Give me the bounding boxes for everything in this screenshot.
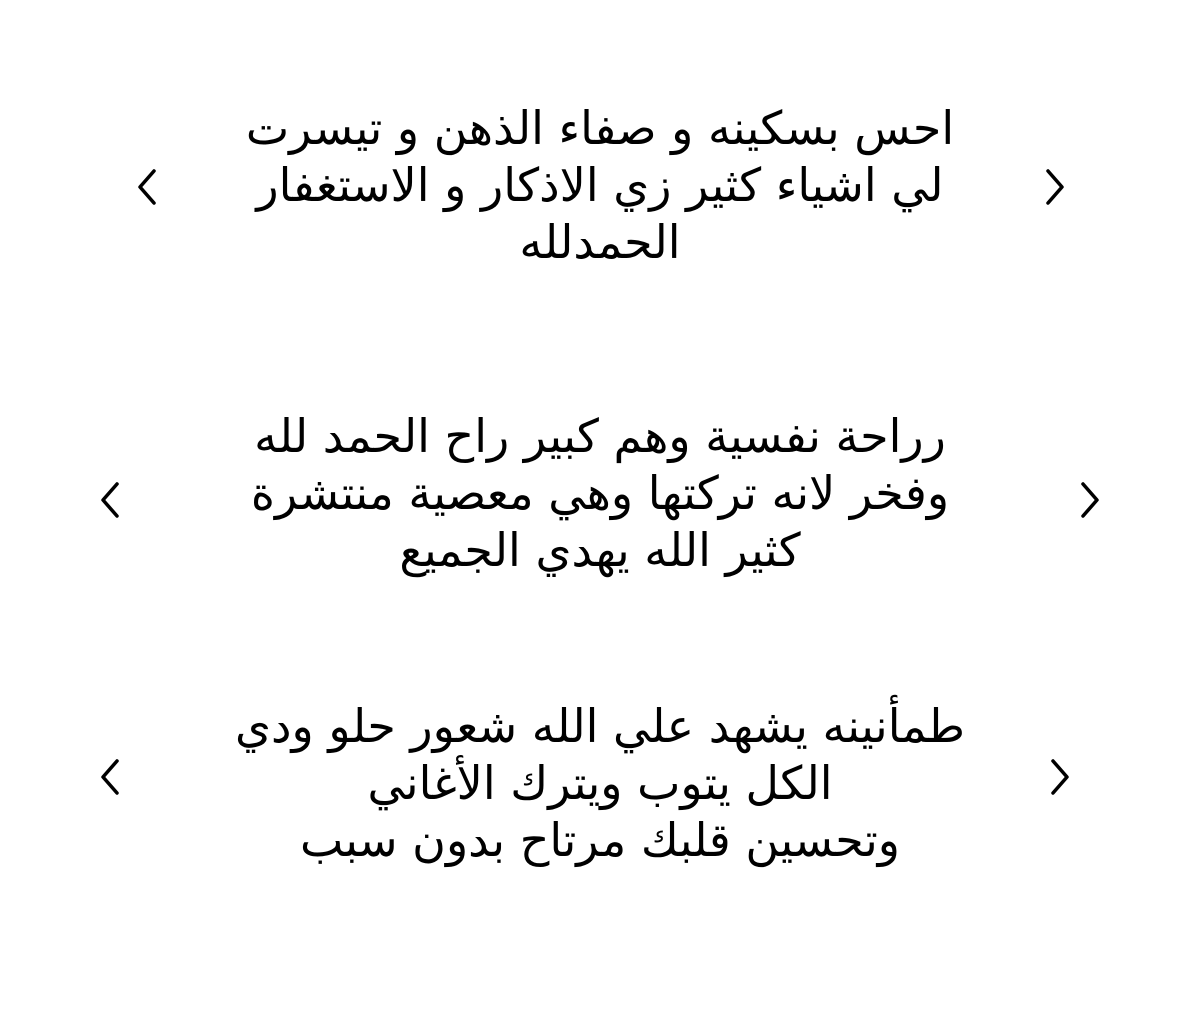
chevron-left-glyph bbox=[132, 165, 162, 209]
chevron-left-glyph bbox=[95, 478, 125, 522]
reason-line: الكل يتوب ويترك الأغاني bbox=[367, 756, 833, 810]
chevron-right-glyph bbox=[1040, 165, 1070, 209]
reason-line: لي اشياء كثير زي الاذكار و الاستغفار bbox=[256, 158, 944, 212]
reason-line: وتحسين قلبك مرتاح بدون سبب bbox=[299, 813, 901, 867]
reason-text bbox=[195, 408, 1005, 579]
chevron-left-icon[interactable] bbox=[132, 165, 162, 209]
chevron-right-glyph bbox=[1075, 478, 1105, 522]
reason-line: الحمدلله bbox=[519, 215, 681, 269]
reason-card-2 bbox=[0, 380, 1200, 640]
reason-card-3 bbox=[0, 680, 1200, 900]
reason-text bbox=[230, 100, 970, 271]
chevron-right-glyph bbox=[1045, 755, 1075, 799]
chevron-left-icon[interactable] bbox=[95, 478, 125, 522]
reason-text bbox=[170, 698, 1030, 869]
chevron-right-icon[interactable] bbox=[1045, 755, 1075, 799]
chevron-left-icon[interactable] bbox=[95, 755, 125, 799]
chevron-right-icon[interactable] bbox=[1040, 165, 1070, 209]
reason-line: كثير الله يهدي الجميع bbox=[399, 523, 801, 577]
reason-line: احس بسكينه و صفاء الذهن و تيسرت bbox=[245, 101, 955, 155]
reason-line: رراحة نفسية وهم كبير راح الحمد لله bbox=[254, 409, 946, 463]
chevron-right-icon[interactable] bbox=[1075, 478, 1105, 522]
reason-line: طمأنينه يشهد علي الله شعور حلو ودي bbox=[235, 699, 965, 753]
chevron-left-glyph bbox=[95, 755, 125, 799]
reason-line: وفخر لانه تركتها وهي معصية منتشرة bbox=[250, 466, 950, 520]
reason-card-1 bbox=[0, 0, 1200, 320]
